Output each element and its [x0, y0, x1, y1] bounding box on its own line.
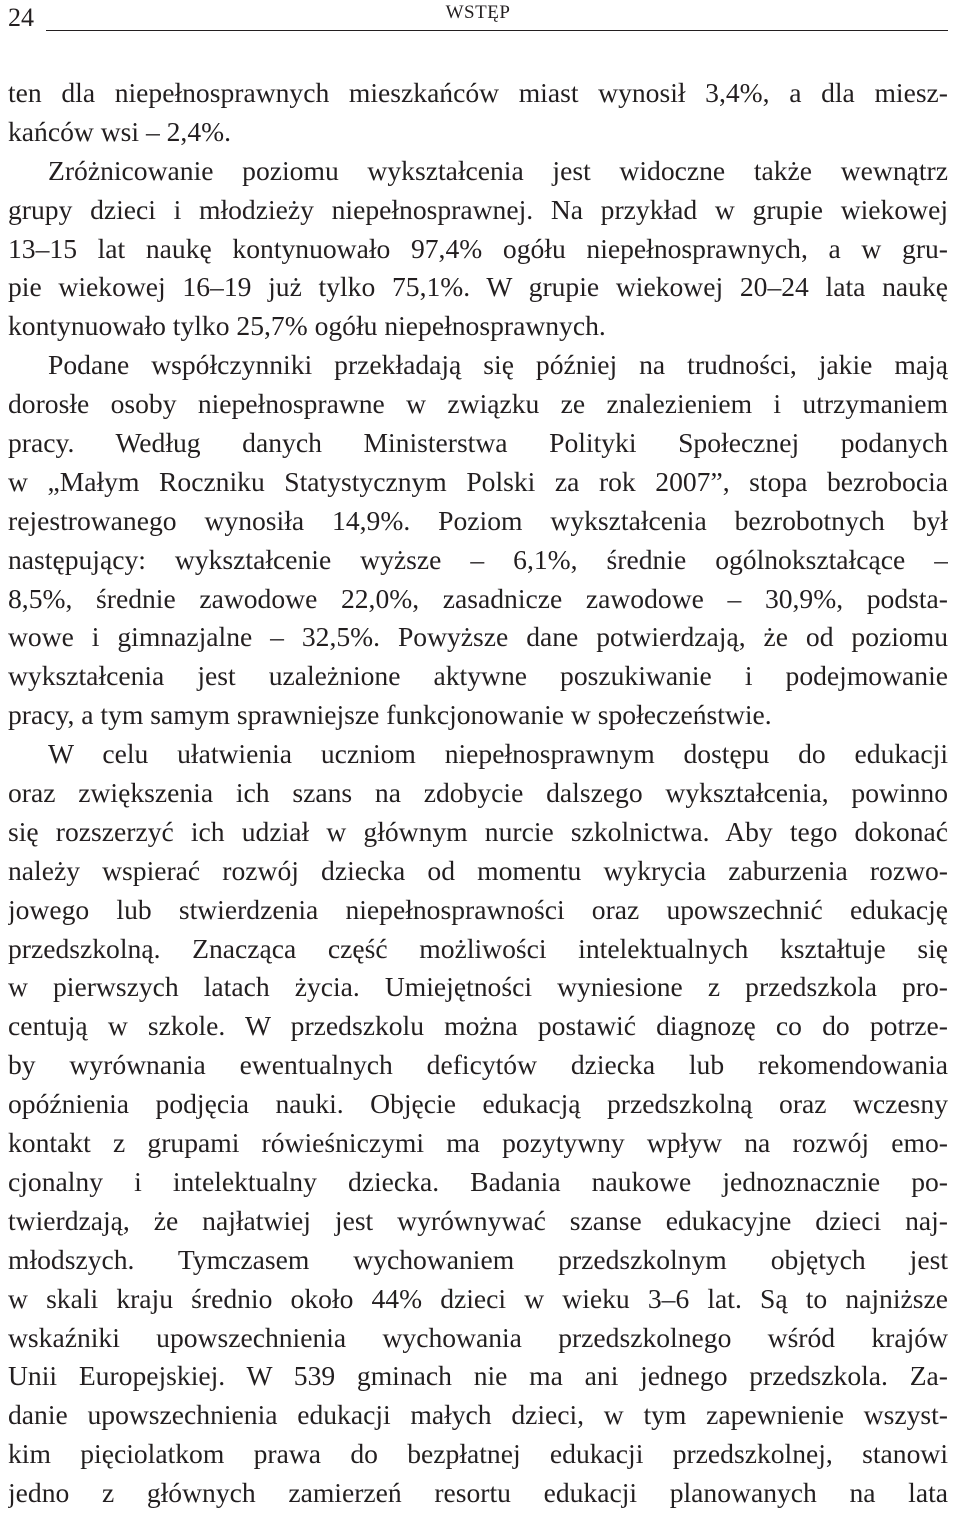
text-line: ten dla niepełnosprawnych mieszkańców miast wynosił 3,4%, a dla miesz- — [8, 77, 948, 108]
text-line: cjonalny i intelektualny dziecka. Badania naukowe jednoznacznie po- — [8, 1165, 948, 1197]
text-line: rejestrowanego wynosiła 14,9%. Poziom wykształcenia bezrobotnych był — [8, 504, 948, 536]
text-line: W celu ułatwienia uczniom niepełnosprawnym dostępu do edukacji — [48, 738, 948, 770]
text-line: 13–15 lat naukę kontynuowało 97,4% ogółu niepełnosprawnych, a w gru- — [8, 232, 948, 264]
text-line: w „Małym Roczniku Statystycznym Polski za rok 2007”, stopa bezrobocia — [8, 465, 948, 497]
text-line: wskaźniki upowszechnienia wychowania przedszkolnego wśród krajów — [8, 1321, 948, 1353]
text-line: jedno z głównych zamierzeń resortu edukacji planowanych na lata — [8, 1477, 948, 1509]
text-line: Podane współczynniki przekładają się później na trudności, jakie mają — [48, 349, 948, 381]
section-title: WSTĘP — [445, 2, 511, 23]
running-head — [8, 0, 948, 38]
text-line: w pierwszych latach życia. Umiejętności wyniesione z przedszkola pro- — [8, 971, 948, 1003]
text-line: młodszych. Tymczasem wychowaniem przedszkolnym objętych jest — [8, 1243, 948, 1275]
text-line: wowe i gimnazjalne – 32,5%. Powyższe dane potwierdzają, że od poziomu — [8, 621, 948, 653]
text-line: należy wspierać rozwój dziecka od momentu wykrycia zaburzenia rozwo- — [8, 854, 948, 886]
text-line: twierdzają, że najłatwiej jest wyrównywać szanse edukacyjne dzieci naj- — [8, 1204, 948, 1236]
text-line: pie wiekowej 16–19 już tylko 75,1%. W grupie wiekowej 20–24 lata naukę — [8, 271, 948, 303]
text-line: grupy dzieci i młodzieży niepełnosprawnej. Na przykład w grupie wiekowej — [8, 193, 948, 225]
text-line: kontakt z grupami rówieśniczymi ma pozytywny wpływ na rozwój emo- — [8, 1127, 948, 1159]
text-line: pracy. Według danych Ministerstwa Polityki Społecznej podanych — [8, 427, 948, 459]
text-line: 8,5%, średnie zawodowe 22,0%, zasadnicze zawodowe – 30,9%, podsta- — [8, 582, 948, 614]
text-line: się rozszerzyć ich udział w głównym nurcie szkolnictwa. Aby tego dokonać — [8, 815, 948, 847]
text-line: przedszkolną. Znacząca część możliwości intelektualnych kształtuje się — [8, 932, 948, 964]
text-line: kańców wsi – 2,4%. — [8, 115, 232, 147]
text-line: opóźnienia podjęcia nauki. Objęcie edukacją przedszkolną oraz wczesny — [8, 1088, 948, 1120]
text-line: jowego lub stwierdzenia niepełnosprawności oraz upowszechnić edukację — [8, 893, 948, 925]
text-line: danie upowszechnienia edukacji małych dzieci, w tym zapewnienie wszyst- — [8, 1399, 948, 1431]
text-line: oraz zwiększenia ich szans na zdobycie dalszego wykształcenia, powinno — [8, 777, 948, 809]
text-line: następujący: wykształcenie wyższe – 6,1%, średnie ogólnokształcące – — [8, 543, 948, 575]
body-text — [8, 74, 948, 1513]
text-line: centują w szkole. W przedszkolu można postawić diagnozę co do potrze- — [8, 1010, 948, 1042]
text-line: kontynuowało tylko 25,7% ogółu niepełnosprawnych. — [8, 310, 606, 342]
text-line: Unii Europejskiej. W 539 gminach nie ma ani jednego przedszkola. Za- — [8, 1360, 948, 1392]
text-line: w skali kraju średnio około 44% dzieci w wieku 3–6 lat. Są to najniższe — [8, 1282, 948, 1314]
text-line: dorosłe osoby niepełnosprawne w związku ze znalezieniem i utrzymaniem — [8, 388, 948, 420]
text-line: by wyrównania ewentualnych deficytów dziecka lub rekomendowania — [8, 1049, 948, 1081]
text-line: kim pięciolatkom prawa do bezpłatnej edukacji przedszkolnej, stanowi — [8, 1438, 948, 1470]
page-number: 24 — [8, 3, 34, 32]
header-rule — [46, 30, 948, 31]
text-line: wykształcenia jest uzależnione aktywne poszukiwanie i podejmowanie — [8, 660, 948, 692]
text-line: pracy, a tym samym sprawniejsze funkcjonowanie w społeczeństwie. — [8, 699, 772, 731]
text-line: Zróżnicowanie poziomu wykształcenia jest widoczne także wewnątrz — [48, 154, 948, 186]
